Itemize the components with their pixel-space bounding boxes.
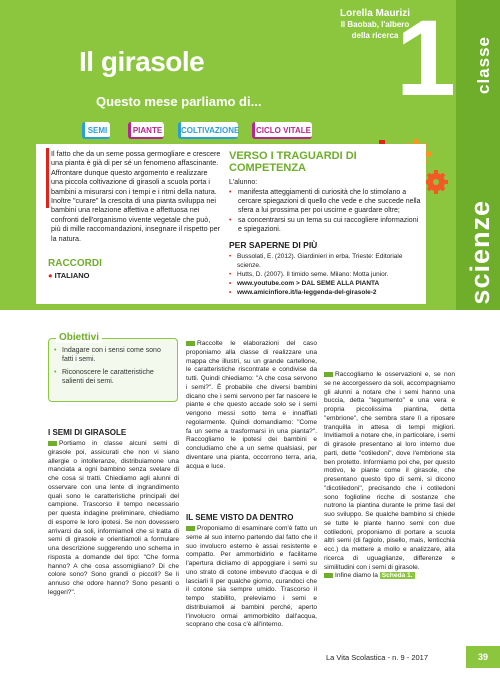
page-title: Il girasole [79,46,205,77]
column-3-final: Infine diamo la [335,572,378,580]
paragraph-marker [48,441,57,446]
author-block [300,8,450,41]
traguardi-list [229,188,422,234]
column-2-text-1: Raccolte le elaborazioni del caso proponiamo alla classe di realizzare una mappa che illustri, su un grande cartellone, le caratteristiche riscontrate e condivise da tutti. Quindi chiediamo: "A che cosa servono i semi?". È probabile che diversi bambini dicano che i semi servono per far nascere le piante e che questo accade solo se i semi vengono messi sotto terra e innaffiati regolarmente. Quindi domandiamo: "Come fa un seme a trasformarsi in una pianta?". Raccogliamo le ipotesi dei bambini e concludiamo che a un seme qualsiasi, per diventare una pianta, occorrono terra, aria, acqua e luce. [186,340,317,470]
intro-accent-bar [46,148,49,208]
list-item: • Bussolati, E. (2012). Giardinieri in erba. Trieste: Editoriale scienze. [229,252,422,270]
section-title-semi: I SEMI DI GIRASOLE [48,428,127,437]
subject-label: scienze [465,200,495,305]
list-item: • Riconoscere le caratteristiche salienti dei semi. [54,368,174,386]
raccordi-item: ● ITALIANO [48,271,90,280]
list-item: • manifesta atteggiamenti di curiosità che lo stimolano a cercare spiegazioni di quello che vede e che succede nella sfera a lui prossima per poi uscirne e guardare oltre; [229,188,422,215]
section-title-seme: IL SEME VISTO DA DENTRO [186,513,294,522]
intro-text: Il fatto che da un seme possa germogliare e crescere una pianta è già di per sé un fenomeno affascinante. Affrontare dunque questo argomento e realizzare una piccola coltivazione di girasoli a scuola porta i bambini a misurarsi con i tempi e i ritmi della natura. Inoltre "curare" la crescita di una pianta sviluppa nei bambini una relazione affettiva e affettuosa nei confronti dell'organismo vivente vegetale che può, più di mille raccomandazioni, insegnare il rispetto per la natura. [51,149,221,243]
column-2 [186,340,317,471]
author-affiliation-2: della ricerca [351,31,399,40]
saperne-title: PER SAPERNE DI PIÙ [229,240,318,250]
page-subtitle: Questo mese parliamo di... [96,94,262,109]
list-item: • sa concentrarsi su un tema su cui raccogliere informazioni e spiegazioni. [229,216,422,234]
page-number: 39 [466,646,500,668]
author-name: Lorella Maurizi [339,8,410,19]
paragraph-marker [186,526,195,531]
traguardi-lead: L'alunno: [229,179,258,186]
column-2b [186,525,317,630]
raccordi-title: RACCORDI [48,258,102,269]
obiettivi-list [54,346,174,390]
link-amicinfiore[interactable]: • www.amicinfiore.it/la-leggenda-del-girasole-2 [229,288,422,297]
column-1-text: Portiamo in classe alcuni semi di girasole poi, assicurati che non vi siano allergie o intolleranze, distribuiamone una manciata a ogni bambino senza svelare di che cosa si tratti. Chiediamo agli alunni di osservare con una lente di ingrandimento quali sono le caratteristiche principali del campione. Trascorso il tempo necessario per questa indagine preliminare, chiediamo di esporre le loro ipotesi. Se non dovessero arrivarci da soli, informiamoli che si tratta di semi di girasole e orientiamoli a formulare una descrizione suggerendo uno schema in risposta a domande del tipo: "Che forma hanno? A che cosa assomigliano? Di che colore sono? Sono grandi o piccoli? Se li annuso che odore hanno? Sono pesanti o leggeri?". [48,440,179,596]
footer-magazine: La Vita Scolastica - n. 9 - 2017 [326,653,429,662]
column-2-text-2: Proponiamo di esaminare com'è fatto un seme al suo interno partendo dal fatto che il suo involucro esterno è assai resistente e compatto. Per ammorbidirlo e facilitarne l'apertura dicliamo di appoggiare i semi su uno strato di cotone imbevuto d'acqua e di lasciarli lì per qualche giorno, curandoci che il cotone sia sempre umido. Trascorso il tempo stabilito, preleviamo i semi e distribuiamoli ai bambini perché, aperto l'involucro ormai ammorbidito dall'acqua, scoprano che cosa c'è all'interno. [186,525,317,629]
author-affiliation-1: Il Baobab, l'albero [340,20,410,29]
tag-piante: PIANTE [128,122,164,139]
paragraph-marker [186,341,195,346]
traguardi-column [229,150,422,297]
list-item: • Indagare con i sensi come sono fatti i semi. [54,346,174,364]
column-3 [324,371,455,581]
tag-coltivazione: COLTIVAZIONE [178,122,238,139]
traguardi-title: VERSO I TRAGUARDI DI COMPETENZA [229,150,357,174]
tag-ciclo-vitale: CICLO VITALE [252,122,312,139]
saperne-list [229,252,422,297]
class-label: classe [474,36,493,94]
link-youtube[interactable]: • www.youtube.com > DAL SEME ALLA PIANTA [229,279,422,288]
column-3-text: Raccogliamo le osservazioni e, se non se ne accorgessero da soli, accompagniamo gli alunni a notare che i semi hanno una buccia, detta "tegumento" e una vera e propria piccolissima piantina, detta "embrione", che sembra stare lì a riposare tranquilla in attesa di tempi migliori. Invitiamoli a notare che, in particolare, i semi di girasole presentano al loro interno due parti, dette "cotiledoni", dove l'embrione sta ben protetto. Informiamo poi che, per questo motivo, le piante come il girasole, che presentano questo tipo di semi, si dicono "dicotiledoni", precisando che i cotiledoni sono foglioline ricche di sostanze che nutrono la piantina durante le prime fasi del suo sviluppo. Se qualche bambino si chiede se tutte le piante hanno semi con due cotiledoni, proponiamo di portare a scuola altri semi (di fagiolo, pisello, mais, lenticchia ecc.) da mettere a mollo e analizzare, alla ricerca di uguaglianze, differenze e similitudini con i semi di girasole. [324,371,455,571]
class-number: 1 [395,0,456,118]
paragraph-marker [324,573,333,578]
tag-semi: SEMI [82,122,110,139]
list-item: • Hutts, D. (2007). Il timido seme. Milano: Motta junior. [229,270,422,279]
obiettivi-title: Obiettivi [56,332,102,343]
paragraph-marker [324,372,333,377]
scheda-badge: Scheda 1. [381,572,413,580]
column-1 [48,440,179,598]
